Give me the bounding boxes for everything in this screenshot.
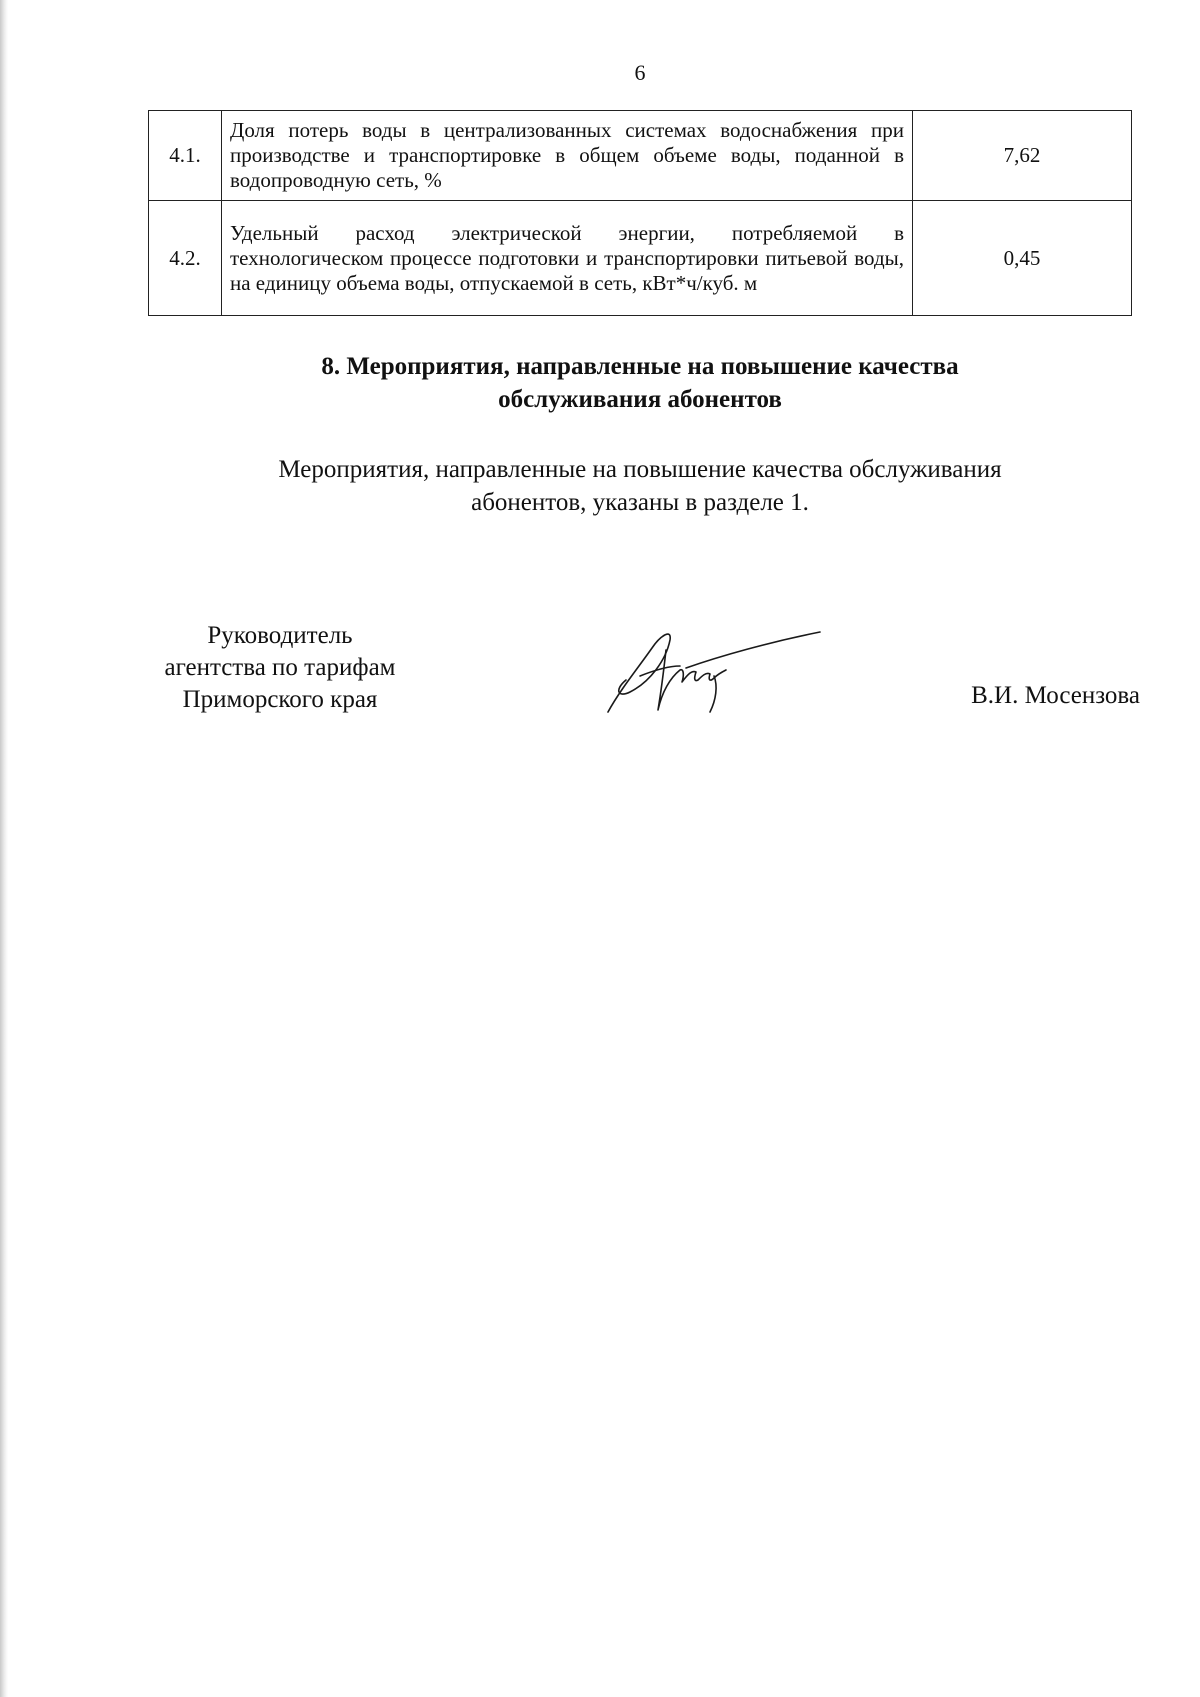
indicators-table: [148, 110, 1132, 316]
section-heading: [200, 350, 1080, 416]
row-number: 4.2.: [149, 201, 222, 316]
signer-position-line: Руководитель: [207, 622, 353, 649]
table-row: [149, 201, 1132, 316]
row-number: 4.1.: [149, 111, 222, 201]
section-body: [180, 453, 1100, 519]
table-row: [149, 111, 1132, 201]
section-body-line: абонентов, указаны в разделе 1.: [471, 489, 809, 516]
row-value: 7,62: [913, 111, 1132, 201]
page-number: 6: [634, 60, 646, 85]
section-heading-line: обслуживания абонентов: [498, 386, 782, 413]
row-value: 0,45: [913, 201, 1132, 316]
signer-position-line: агентства по тарифам: [164, 654, 396, 681]
row-description: Доля потерь воды в централизованных системах водоснабжения при производстве и транспортировке в общем объеме воды, поданной в водопроводную сеть, %: [222, 111, 913, 201]
row-description: Удельный расход электрической энергии, потребляемой в технологическом процессе подготовки и транспортировки питьевой воды, на единицу объема воды, отпускаемой в сеть, кВт*ч/куб. м: [222, 201, 913, 316]
section-heading-line: 8. Мероприятия, направленные на повышение качества: [321, 353, 959, 380]
scan-edge-shadow: [0, 0, 8, 1697]
signer-position-line: Приморского края: [182, 686, 378, 713]
handwritten-signature: [600, 620, 830, 720]
signer-name: В.И. Мосензова: [971, 682, 1140, 709]
signer-position: [130, 620, 430, 716]
section-body-line: Мероприятия, направленные на повышение качества обслуживания: [278, 456, 1002, 483]
